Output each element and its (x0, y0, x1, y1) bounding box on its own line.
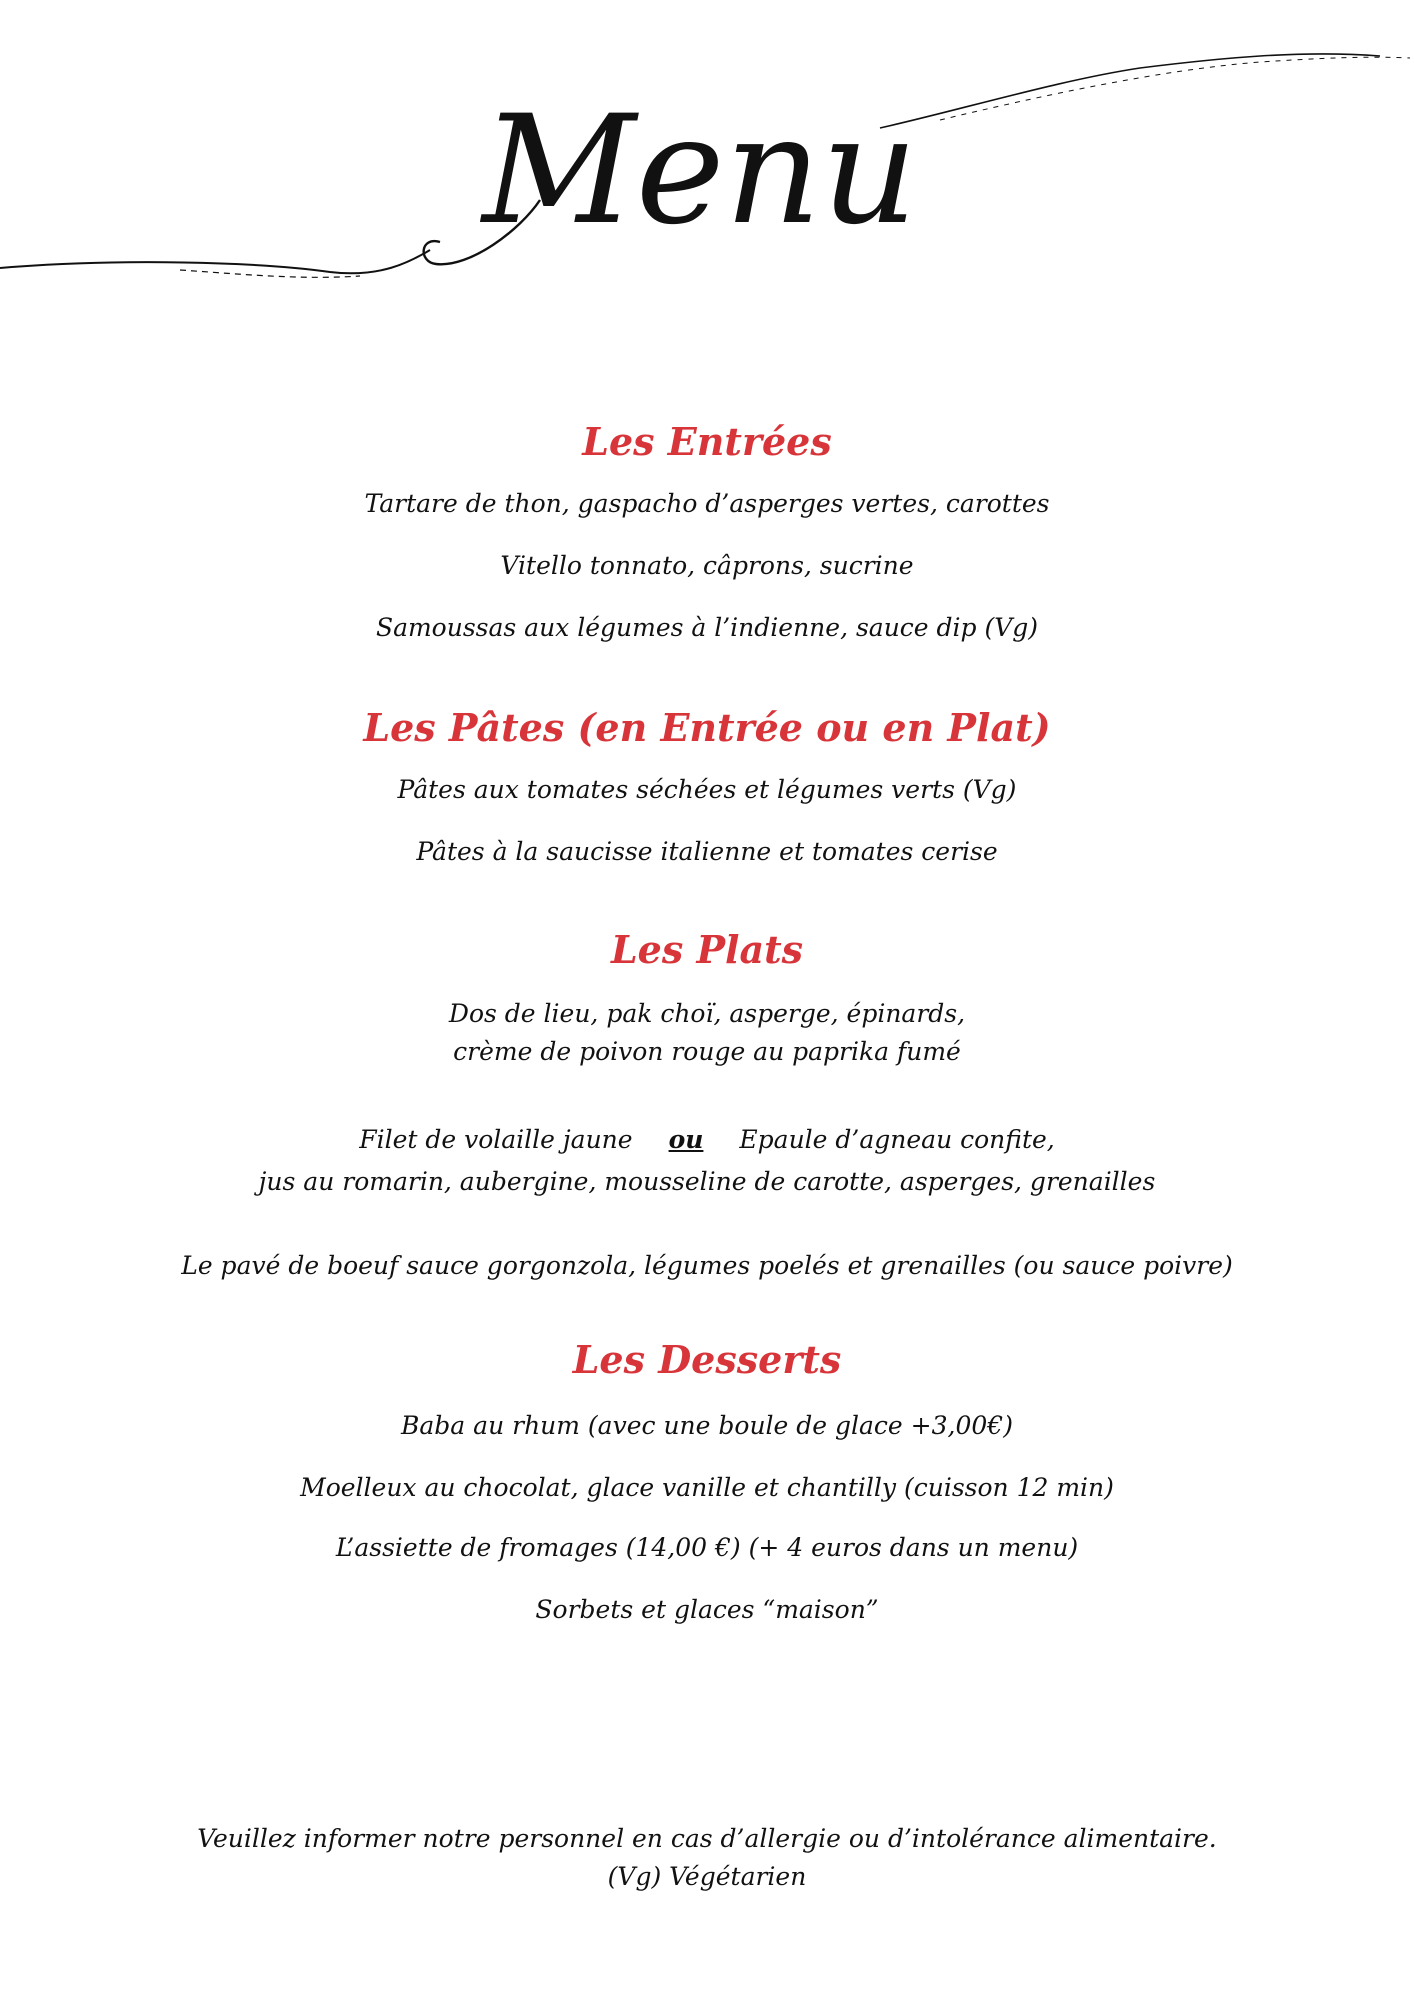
plat-item-2 (0, 1124, 1414, 1198)
section-title-pates: Les Pâtes (en Entrée ou en Plat) (363, 705, 1051, 750)
section-title-entrees: Les Entrées (582, 419, 832, 464)
section-pates (0, 704, 1414, 752)
pates-item (0, 774, 1414, 806)
pates-item-2: Pâtes à la saucisse italienne et tomates cerise (416, 837, 998, 866)
menu-header (0, 0, 1414, 300)
plat-item-2-line2: jus au romarin, aubergine, mousseline de carotte, asperges, grenailles (258, 1167, 1156, 1196)
footer (0, 1820, 1414, 1896)
dessert-item (0, 1410, 1414, 1442)
entree-item-2: Vitello tonnato, câprons, sucrine (500, 551, 914, 580)
dessert-item-4: Sorbets et glaces “maison” (535, 1595, 879, 1624)
vegetarian-legend: (Vg) Végétarien (607, 1862, 807, 1891)
plat-item-3-line: Le pavé de boeuf sauce gorgonzola, légumes poelés et grenailles (ou sauce poivre) (181, 1251, 1233, 1280)
entree-item-3: Samoussas aux légumes à l’indienne, sauce dip (Vg) (375, 613, 1039, 642)
dessert-item (0, 1594, 1414, 1626)
entree-item-1: Tartare de thon, gaspacho d’asperges vertes, carottes (364, 489, 1050, 518)
allergy-note: Veuillez informer notre personnel en cas d’allergie ou d’intolérance alimentaire. (197, 1824, 1217, 1853)
left-flourish-line (0, 250, 430, 273)
right-flourish-dashes (940, 57, 1410, 120)
choice-separator: ou (668, 1125, 704, 1154)
pates-item (0, 836, 1414, 868)
plat-item-3 (0, 1250, 1414, 1282)
plat-item-1-line1: Dos de lieu, pak choï, asperge, épinards, (448, 999, 966, 1028)
plat-item-1 (0, 998, 1414, 1068)
menu-title: Menu (482, 84, 918, 258)
dessert-item (0, 1472, 1414, 1504)
section-title-plats: Les Plats (610, 927, 804, 972)
section-desserts (0, 1336, 1414, 1384)
left-flourish-dashes (180, 270, 360, 277)
plat-item-2-line1 (0, 1124, 1414, 1156)
entree-item (0, 612, 1414, 644)
dessert-item (0, 1532, 1414, 1564)
dessert-item-1: Baba au rhum (avec une boule de glace +3,00€) (401, 1411, 1013, 1440)
section-title-desserts: Les Desserts (572, 1337, 842, 1382)
section-plats (0, 926, 1414, 974)
entree-item (0, 550, 1414, 582)
section-entrees (0, 418, 1414, 466)
dessert-item-3: L’assiette de fromages (14,00 €) (+ 4 euros dans un menu) (335, 1533, 1079, 1562)
dessert-item-2: Moelleux au chocolat, glace vanille et chantilly (cuisson 12 min) (300, 1473, 1114, 1502)
plat-item-1-line2: crème de poivon rouge au paprika fumé (453, 1037, 961, 1066)
entree-item (0, 488, 1414, 520)
pates-item-1: Pâtes aux tomates séchées et légumes verts (Vg) (397, 775, 1017, 804)
plat-option-b: Epaule d’agneau confite, (739, 1125, 1055, 1154)
plat-option-a: Filet de volaille jaune (359, 1125, 633, 1154)
